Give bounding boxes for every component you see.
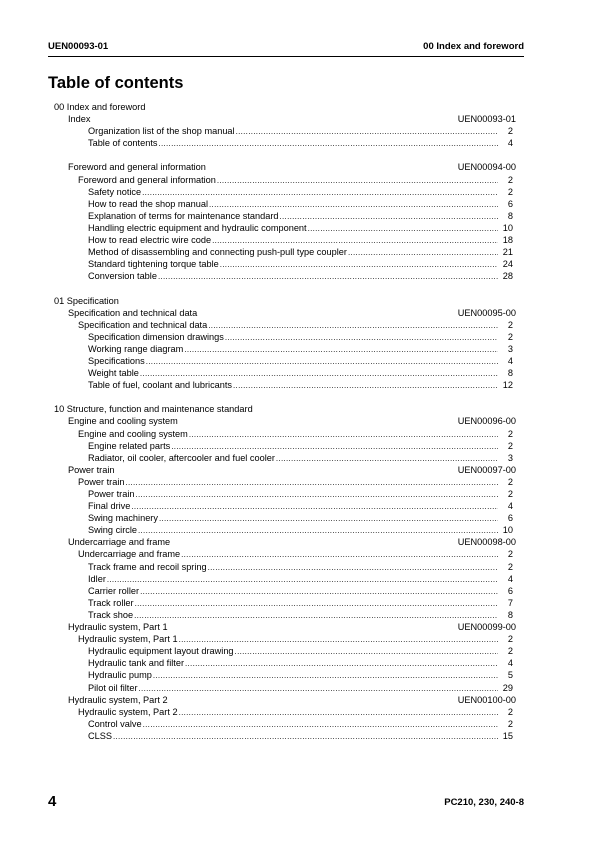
- dot-leader: [158, 271, 498, 283]
- toc-entry[interactable]: [48, 319, 522, 331]
- toc-section[interactable]: [48, 307, 522, 319]
- toc-entry-page: 5: [507, 670, 513, 681]
- toc-entry-title: Pilot oil filter: [88, 682, 138, 693]
- toc-section-code: UEN00095-00: [457, 307, 516, 318]
- toc-entry[interactable]: [48, 379, 522, 391]
- toc-spacer: [48, 149, 522, 161]
- toc-entry[interactable]: [48, 174, 522, 186]
- toc-entry-title: Idler: [88, 573, 106, 584]
- toc-entry-page: 2: [507, 706, 513, 717]
- toc-entry-title: Hydraulic system, Part 2: [78, 706, 178, 717]
- toc-entry-title: Hydraulic tank and filter: [88, 658, 185, 669]
- toc-entry[interactable]: [48, 367, 522, 379]
- toc-entry-title: Method of disassembling and connecting push-pull type coupler: [88, 247, 347, 258]
- toc-entry-title: Safety notice: [88, 186, 142, 197]
- toc-entry-title: Table of fuel, coolant and lubricants: [88, 380, 233, 391]
- toc-section-title: Specification and technical data: [68, 307, 198, 318]
- toc-chapter[interactable]: [48, 101, 522, 113]
- toc-entry[interactable]: [48, 718, 522, 730]
- toc-entry-title: Table of contents: [88, 138, 158, 149]
- toc-chapter[interactable]: [48, 295, 522, 307]
- model-name: PC210, 230, 240-8: [444, 797, 524, 808]
- toc-entry-page: 4: [507, 573, 513, 584]
- toc-entry-page: 7: [507, 597, 513, 608]
- toc-entry-page: 3: [507, 343, 513, 354]
- toc-section[interactable]: [48, 415, 522, 427]
- toc-entry[interactable]: [48, 500, 522, 512]
- toc-section-code: UEN00098-00: [457, 537, 516, 548]
- toc-entry-title: Specification and technical data: [78, 319, 208, 330]
- toc-entry[interactable]: [48, 609, 522, 621]
- toc-entry-title: Undercarriage and frame: [78, 549, 181, 560]
- toc-section[interactable]: [48, 536, 522, 548]
- toc-entry-title: Explanation of terms for maintenance standard: [88, 210, 279, 221]
- toc-section[interactable]: [48, 694, 522, 706]
- toc-entry-page: 29: [502, 682, 513, 693]
- toc-entry[interactable]: [48, 682, 522, 694]
- toc-entry-page: 2: [507, 718, 513, 729]
- toc-entry-title: How to read the shop manual: [88, 198, 209, 209]
- toc-entry-page: 15: [502, 730, 513, 741]
- toc-entry[interactable]: [48, 585, 522, 597]
- toc-entry-title: Hydraulic equipment layout drawing: [88, 646, 234, 657]
- toc-entry[interactable]: [48, 597, 522, 609]
- toc-entry-page: 2: [507, 331, 513, 342]
- toc-entry-page: 8: [507, 210, 513, 221]
- toc-entry-title: Power train: [78, 476, 125, 487]
- toc-entry[interactable]: [48, 512, 522, 524]
- toc-entry-page: 18: [502, 235, 513, 246]
- toc-entry-page: 28: [502, 271, 513, 282]
- toc-entry[interactable]: [48, 645, 522, 657]
- toc-entry[interactable]: [48, 452, 522, 464]
- toc-entry-title: Hydraulic pump: [88, 670, 152, 681]
- toc-section-code: UEN00099-00: [457, 622, 516, 633]
- toc-entry-title: Organization list of the shop manual: [88, 126, 235, 137]
- toc-entry-page: 2: [507, 319, 513, 330]
- toc-entry-title: Foreword and general information: [78, 174, 216, 185]
- toc-entry-page: 8: [507, 609, 513, 620]
- toc-section-title: Undercarriage and frame: [68, 537, 171, 548]
- toc-entry[interactable]: [48, 234, 522, 246]
- toc-entry[interactable]: [48, 428, 522, 440]
- toc-entry-page: 10: [502, 525, 513, 536]
- toc-chapter-title: 01 Specification: [54, 295, 119, 306]
- toc-entry[interactable]: [48, 331, 522, 343]
- toc-entry-page: 2: [507, 561, 513, 572]
- toc-section[interactable]: [48, 464, 522, 476]
- toc-entry-page: 4: [507, 658, 513, 669]
- toc-entry-page: 3: [507, 452, 513, 463]
- toc-entry-page: 10: [502, 222, 513, 233]
- page-footer: [48, 793, 524, 811]
- toc-entry[interactable]: [48, 476, 522, 488]
- toc-entry-title: How to read electric wire code: [88, 235, 212, 246]
- toc-section-code: UEN00097-00: [457, 464, 516, 475]
- toc-entry[interactable]: [48, 657, 522, 669]
- toc-entry-title: Conversion table: [88, 271, 157, 282]
- toc-entry-page: 4: [507, 355, 513, 366]
- toc-entry-title: Track frame and recoil spring: [88, 561, 207, 572]
- page-title: Table of contents: [48, 74, 184, 92]
- toc-entry[interactable]: [48, 561, 522, 573]
- toc-section-code: UEN00096-00: [457, 416, 516, 427]
- toc-entry-title: Engine and cooling system: [78, 428, 188, 439]
- toc-entry-page: 2: [507, 549, 513, 560]
- toc-entry[interactable]: [48, 548, 522, 560]
- toc-entry[interactable]: [48, 343, 522, 355]
- toc-entry-title: Weight table: [88, 368, 139, 379]
- toc-entry-page: 2: [507, 186, 513, 197]
- toc-entry[interactable]: [48, 524, 522, 536]
- toc-entry[interactable]: [48, 730, 522, 742]
- toc-entry-title: Swing machinery: [88, 513, 158, 524]
- toc-section[interactable]: [48, 161, 522, 173]
- toc-entry-title: Swing circle: [88, 525, 138, 536]
- toc-entry-title: Engine related parts: [88, 440, 171, 451]
- toc-entry-page: 21: [502, 247, 513, 258]
- toc-entry[interactable]: [48, 633, 522, 645]
- toc-entry-page: 6: [507, 585, 513, 596]
- toc-entry-page: 2: [507, 428, 513, 439]
- toc-section-title: Engine and cooling system: [68, 416, 178, 427]
- toc-section[interactable]: [48, 621, 522, 633]
- toc-entry-title: Carrier roller: [88, 585, 140, 596]
- toc-entry-title: Control valve: [88, 718, 142, 729]
- dot-leader: [158, 138, 498, 150]
- toc-entry[interactable]: [48, 246, 522, 258]
- toc-entry[interactable]: [48, 186, 522, 198]
- toc-entry[interactable]: [48, 258, 522, 270]
- toc-section-code: UEN00093-01: [457, 114, 516, 125]
- toc-entry-page: 2: [507, 174, 513, 185]
- toc-spacer: [48, 391, 522, 403]
- toc-entry[interactable]: [48, 488, 522, 500]
- dot-leader: [233, 380, 498, 392]
- toc-entry-page: 4: [507, 501, 513, 512]
- toc-entry-title: Track shoe: [88, 609, 134, 620]
- toc-entry[interactable]: [48, 355, 522, 367]
- toc-entry[interactable]: [48, 573, 522, 585]
- toc-entry-page: 12: [502, 380, 513, 391]
- toc-chapter-title: 00 Index and foreword: [54, 102, 146, 112]
- toc-entry-title: Hydraulic system, Part 1: [78, 634, 178, 645]
- toc-entry[interactable]: [48, 137, 522, 149]
- toc-entry-title: CLSS: [88, 730, 113, 741]
- toc-entry-page: 2: [507, 440, 513, 451]
- section-title: 00 Index and foreword: [423, 41, 524, 52]
- toc-entry[interactable]: [48, 210, 522, 222]
- toc-entry[interactable]: [48, 198, 522, 210]
- toc-section-title: Hydraulic system, Part 1: [68, 622, 168, 633]
- table-of-contents: [48, 101, 522, 742]
- toc-entry-title: Power train: [88, 489, 135, 499]
- toc-section-title: Index: [68, 114, 91, 125]
- page-number: 4: [48, 793, 57, 810]
- toc-entry-page: 8: [507, 368, 513, 379]
- page-header: [48, 40, 524, 57]
- dot-leader: [113, 731, 498, 743]
- toc-chapter[interactable]: [48, 403, 522, 415]
- toc-entry-title: Specifications: [88, 355, 145, 366]
- toc-section-code: UEN00094-00: [457, 162, 516, 173]
- toc-section-title: Hydraulic system, Part 2: [68, 694, 168, 705]
- toc-entry-page: 2: [507, 476, 513, 487]
- toc-entry[interactable]: [48, 222, 522, 234]
- toc-entry-page: 2: [507, 646, 513, 657]
- toc-entry-page: 6: [507, 513, 513, 524]
- toc-spacer: [48, 282, 522, 294]
- toc-entry-title: Track roller: [88, 597, 134, 608]
- toc-section-code: UEN00100-00: [457, 694, 516, 705]
- toc-entry-title: Handling electric equipment and hydraulic component: [88, 222, 307, 233]
- toc-entry-page: 2: [507, 489, 513, 499]
- toc-entry-title: Radiator, oil cooler, aftercooler and fuel cooler: [88, 452, 275, 463]
- toc-entry-title: Final drive: [88, 501, 131, 512]
- toc-entry-page: 4: [507, 138, 513, 149]
- toc-chapter-title: 10 Structure, function and maintenance standard: [54, 404, 253, 415]
- toc-section-title: Foreword and general information: [68, 162, 206, 173]
- toc-entry-page: 6: [507, 198, 513, 209]
- toc-entry-title: Working range diagram: [88, 343, 184, 354]
- toc-entry-page: 24: [502, 259, 513, 270]
- toc-entry[interactable]: [48, 669, 522, 681]
- toc-entry-page: 2: [507, 126, 513, 137]
- toc-entry-title: Standard tightening torque table: [88, 259, 219, 270]
- toc-entry-page: 2: [507, 634, 513, 645]
- toc-entry[interactable]: [48, 270, 522, 282]
- toc-section-title: Power train: [68, 464, 115, 475]
- toc-entry[interactable]: [48, 706, 522, 718]
- doc-code: UEN00093-01: [48, 41, 109, 52]
- toc-entry[interactable]: [48, 125, 522, 137]
- toc-entry-title: Specification dimension drawings: [88, 331, 224, 342]
- toc-entry[interactable]: [48, 440, 522, 452]
- toc-section[interactable]: [48, 113, 522, 125]
